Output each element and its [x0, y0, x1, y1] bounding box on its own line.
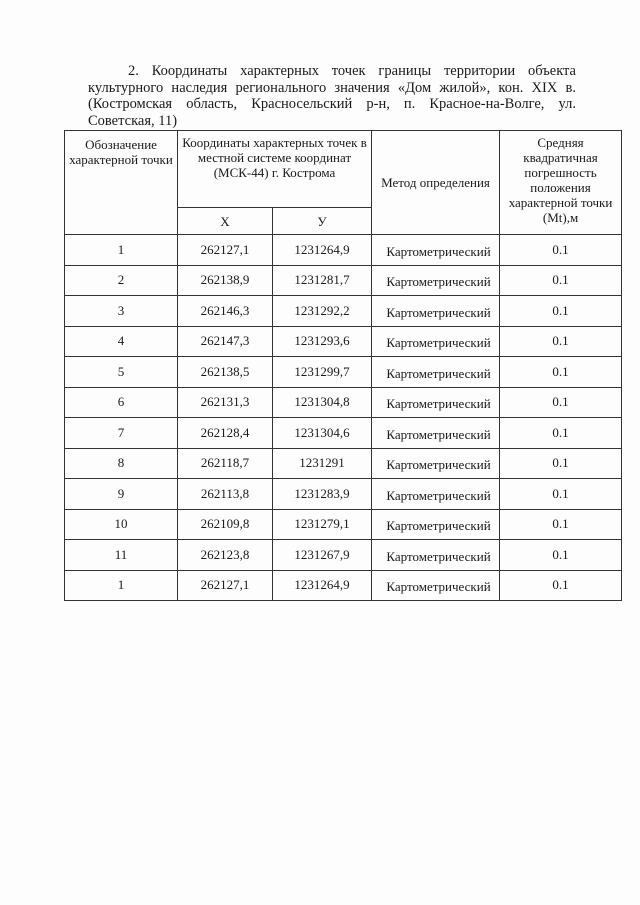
cell-x: 262131,3: [178, 387, 273, 418]
cell-method: Картометрический: [372, 357, 500, 388]
cell-y: 1231283,9: [273, 479, 372, 510]
cell-y: 1231267,9: [273, 540, 372, 571]
cell-point: 1: [65, 235, 178, 266]
cell-x: 262109,8: [178, 509, 273, 540]
table-row: [65, 357, 622, 388]
cell-error: 0.1: [500, 326, 622, 357]
section-heading-text: Координаты характерных точек границы территории объекта культурного наследия регионального значения «Дом жилой», кон. XIX в. (Костромская область, Красносельский р-н, п. Красное-на-Волге, ул. Советская, 11): [88, 63, 576, 129]
cell-x: 262127,1: [178, 570, 273, 601]
cell-point: 7: [65, 418, 178, 449]
table-row: [65, 570, 622, 601]
header-error: Средняя квадратичная погрешность положения характерной точки (Mt),м: [500, 131, 622, 235]
cell-y: 1231291: [273, 448, 372, 479]
table-row: [65, 509, 622, 540]
table-row: [65, 448, 622, 479]
cell-y: 1231281,7: [273, 265, 372, 296]
cell-error: 0.1: [500, 357, 622, 388]
cell-error: 0.1: [500, 296, 622, 327]
cell-method: Картометрический: [372, 235, 500, 266]
header-point: Обозначение характерной точки: [65, 131, 178, 235]
header-x: Х: [178, 208, 273, 235]
cell-point: 3: [65, 296, 178, 327]
cell-method: Картометрический: [372, 265, 500, 296]
cell-point: 10: [65, 509, 178, 540]
cell-y: 1231264,9: [273, 235, 372, 266]
table-row: [65, 235, 622, 266]
cell-method: Картометрический: [372, 448, 500, 479]
cell-point: 5: [65, 357, 178, 388]
cell-x: 262128,4: [178, 418, 273, 449]
cell-x: 262113,8: [178, 479, 273, 510]
cell-error: 0.1: [500, 235, 622, 266]
cell-error: 0.1: [500, 265, 622, 296]
cell-point: 9: [65, 479, 178, 510]
table-row: [65, 387, 622, 418]
cell-point: 4: [65, 326, 178, 357]
cell-error: 0.1: [500, 570, 622, 601]
table-row: [65, 479, 622, 510]
cell-x: 262146,3: [178, 296, 273, 327]
cell-error: 0.1: [500, 509, 622, 540]
coordinates-table: [64, 130, 622, 601]
header-y: У: [273, 208, 372, 235]
cell-point: 2: [65, 265, 178, 296]
cell-x: 262138,9: [178, 265, 273, 296]
cell-y: 1231264,9: [273, 570, 372, 601]
table-row: [65, 296, 622, 327]
cell-x: 262147,3: [178, 326, 273, 357]
cell-y: 1231293,6: [273, 326, 372, 357]
cell-error: 0.1: [500, 418, 622, 449]
cell-method: Картометрический: [372, 540, 500, 571]
cell-x: 262123,8: [178, 540, 273, 571]
cell-method: Картометрический: [372, 570, 500, 601]
cell-method: Картометрический: [372, 296, 500, 327]
table-row: [65, 326, 622, 357]
table-row: [65, 265, 622, 296]
cell-y: 1231292,2: [273, 296, 372, 327]
cell-point: 8: [65, 448, 178, 479]
section-number: 2.: [128, 63, 139, 79]
cell-method: Картометрический: [372, 479, 500, 510]
cell-method: Картометрический: [372, 326, 500, 357]
cell-error: 0.1: [500, 479, 622, 510]
cell-method: Картометрический: [372, 509, 500, 540]
cell-point: 6: [65, 387, 178, 418]
cell-error: 0.1: [500, 448, 622, 479]
cell-y: 1231299,7: [273, 357, 372, 388]
cell-y: 1231304,6: [273, 418, 372, 449]
cell-x: 262118,7: [178, 448, 273, 479]
cell-error: 0.1: [500, 540, 622, 571]
section-heading: [88, 63, 576, 129]
cell-method: Картометрический: [372, 418, 500, 449]
cell-y: 1231279,1: [273, 509, 372, 540]
cell-x: 262127,1: [178, 235, 273, 266]
header-coordinates: Координаты характерных точек в местной системе координат (МСК-44) г. Кострома: [178, 131, 372, 208]
table-row: [65, 540, 622, 571]
cell-point: 11: [65, 540, 178, 571]
cell-point: 1: [65, 570, 178, 601]
cell-x: 262138,5: [178, 357, 273, 388]
cell-method: Картометрический: [372, 387, 500, 418]
cell-error: 0.1: [500, 387, 622, 418]
table-row: [65, 418, 622, 449]
cell-y: 1231304,8: [273, 387, 372, 418]
header-method: Метод определения: [372, 131, 500, 235]
